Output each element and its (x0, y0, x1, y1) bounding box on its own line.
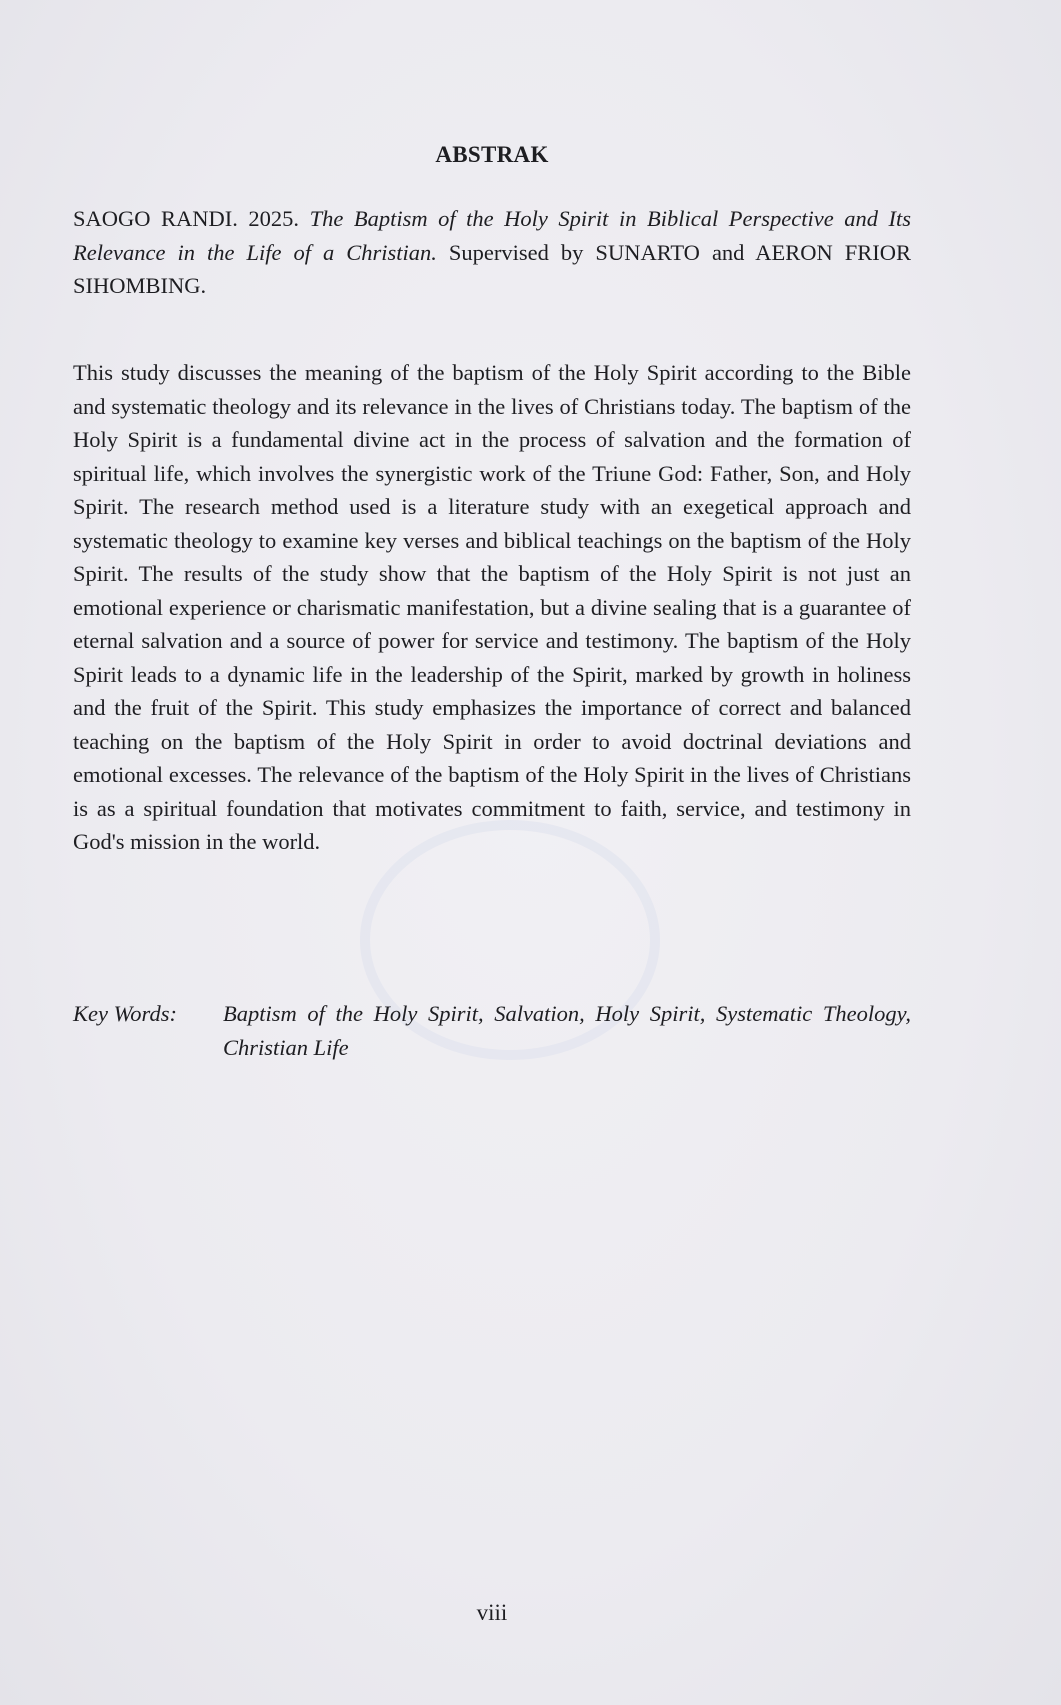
citation-author-year: SAOGO RANDI. 2025. (73, 206, 310, 231)
abstract-body: This study discusses the meaning of the baptism of the Holy Spirit according to the Bible and systematic theology and its relevance in the lives of Christians today. The baptism of the Holy Spirit is a fundamental divine act in the process of salvation and the formation of spiritual life, which involves the synergistic work of the Triune God: Father, Son, and Holy Spirit. The research method used is a literature study with an exegetical approach and systematic theology to examine key verses and biblical teachings on the baptism of the Holy Spirit. The results of the study show that the baptism of the Holy Spirit is not just an emotional experience or charismatic manifestation, but a divine sealing that is a guarantee of eternal salvation and a source of power for service and testimony. The baptism of the Holy Spirit leads to a dynamic life in the leadership of the Spirit, marked by growth in holiness and the fruit of the Spirit. This study emphasizes the importance of correct and balanced teaching on the baptism of the Holy Spirit in order to avoid doctrinal deviations and emotional excesses. The relevance of the baptism of the Holy Spirit in the lives of Christians is as a spiritual foundation that motivates commitment to faith, service, and testimony in God's mission in the world. (73, 360, 911, 854)
keywords-text: Baptism of the Holy Spirit, Salvation, Holy Spirit, Systematic Theology, Christian Life (223, 1001, 911, 1060)
keywords-label: Key Words: (73, 1001, 177, 1026)
citation-supervision: Supervised by SUNARTO and AERON FRIOR SIHOMBING. (73, 239, 911, 298)
abstract-heading: ABSTRAK (435, 142, 549, 167)
keywords-block (73, 997, 911, 1064)
page-number: viii (476, 1600, 508, 1625)
citation-paragraph (73, 202, 911, 303)
citation-thesis-title: The Baptism of the Holy Spirit in Biblical Perspective and Its Relevance in the Life of a Christian. (73, 206, 911, 265)
